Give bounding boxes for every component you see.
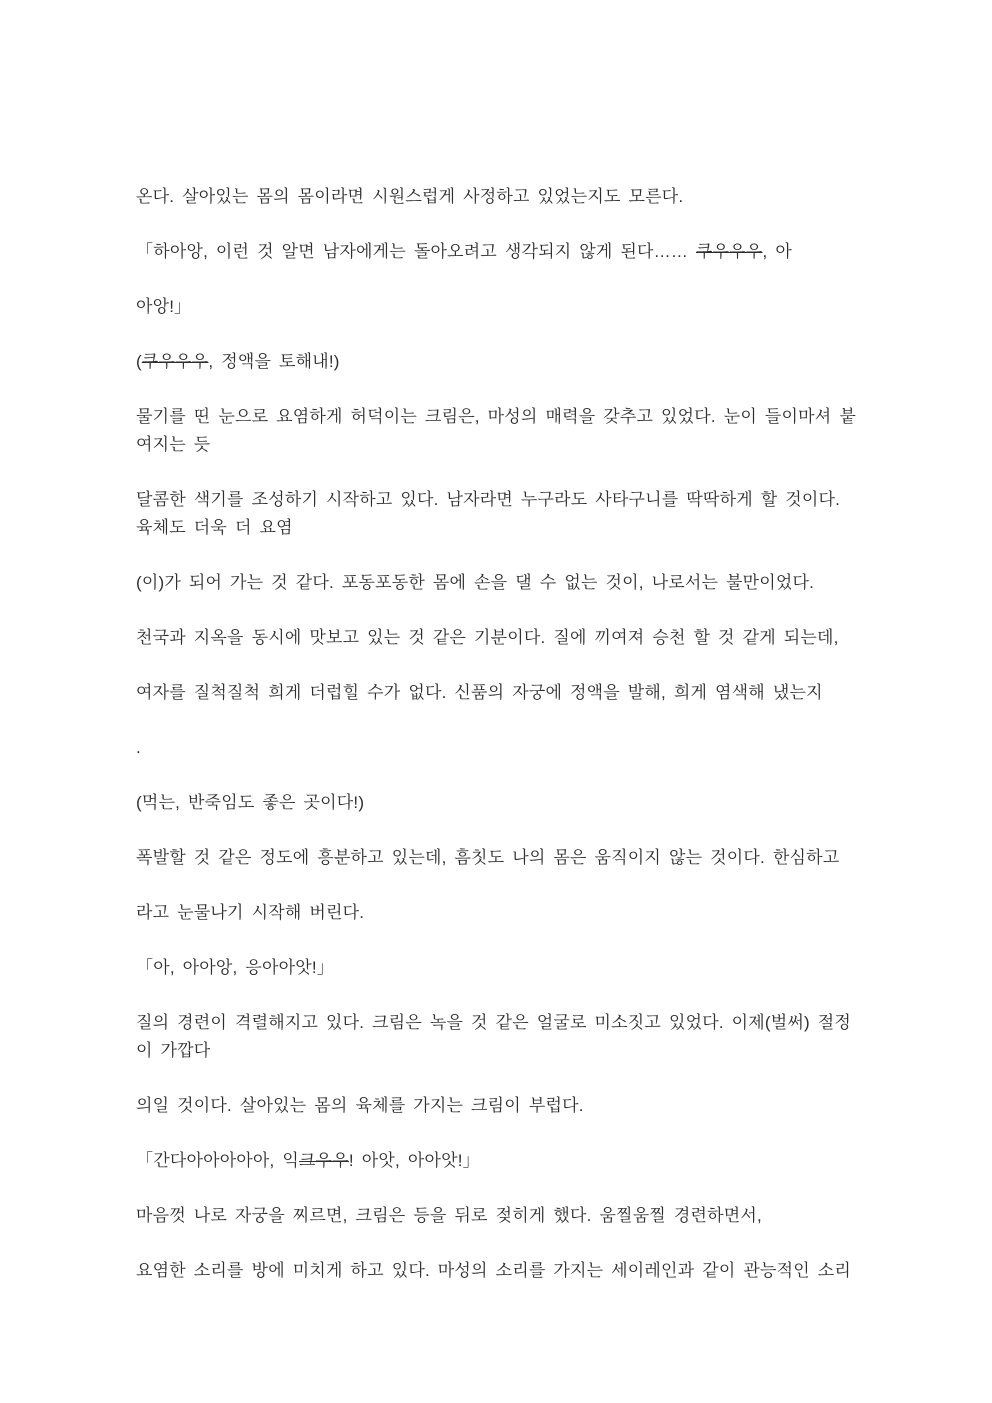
paragraph [136,1202,858,1230]
text-segment: (이)가 되어 가는 것 같다. 포동포동한 몸에 손을 댈 수 없는 것이, 나로서는 불만이었다. [136,573,815,592]
struck-text: 크우우 [299,1151,349,1170]
paragraph [136,954,858,982]
paragraph [136,899,858,927]
text-segment: , 정액을 토해내!) [208,352,340,371]
text-segment: 천국과 지옥을 동시에 맛보고 있는 것 같은 기분이다. 질에 끼여져 승천 할 것 같게 되는데, [136,628,839,647]
document-body [136,183,858,1312]
text-segment: 요염한 소리를 방에 미치게 하고 있다. 마성의 소리를 가지는 세이레인과 같이 관능적인 소리 [136,1261,852,1280]
text-segment: 아앙!」 [136,297,192,316]
struck-text: 쿠우우우 [696,242,763,261]
text-segment: 「아, 아아앙, 응아아앗!」 [136,958,334,977]
paragraph [136,789,858,817]
text-segment: 여자를 질척질척 희게 더럽힐 수가 없다. 신품의 자궁에 정액을 발해, 희게 염색해 냈는지 [136,683,823,702]
paragraph [136,734,858,762]
paragraph [136,1092,858,1120]
paragraph [136,624,858,652]
paragraph [136,844,858,872]
text-segment: . [136,738,141,757]
text-segment: 라고 눈물나기 시작해 버린다. [136,903,365,922]
paragraph [136,238,858,266]
text-segment: 질의 경련이 격렬해지고 있다. 크림은 녹을 것 같은 얼굴로 미소짓고 있었다. 이제(벌써) 절정이 가깝다 [136,1013,852,1060]
text-segment: (먹는, 반죽임도 좋은 곳이다!) [136,793,365,812]
paragraph [136,679,858,707]
text-segment: , 아 [762,242,792,261]
text-segment: 물기를 띤 눈으로 요염하게 허덕이는 크림은, 마성의 매력을 갖추고 있었다. 눈이 들이마셔 붙여지는 듯 [136,407,856,454]
text-segment: 「하아앙, 이런 것 알면 남자에게는 돌아오려고 생각되지 않게 된다…… [136,242,697,261]
paragraph [136,403,858,459]
text-segment: 의일 것이다. 살아있는 몸의 육체를 가지는 크림이 부럽다. [136,1096,584,1115]
paragraph [136,348,858,376]
paragraph [136,183,858,211]
text-segment: 마음껏 나로 자궁을 찌르면, 크림은 등을 뒤로 젖히게 했다. 움찔움찔 경련하면서, [136,1206,762,1225]
text-segment: ! 아앗, 아아앗!」 [348,1151,480,1170]
text-segment: 「간다아아아아아, 익 [136,1151,300,1170]
text-segment: 달콤한 색기를 조성하기 시작하고 있다. 남자라면 누구라도 사타구니를 딱딱하게 할 것이다. 육체도 더욱 더 요염 [136,490,841,537]
paragraph [136,569,858,597]
paragraph [136,1257,858,1285]
paragraph [136,1147,858,1175]
paragraph [136,293,858,321]
text-segment: 온다. 살아있는 몸의 몸이라면 시원스럽게 사정하고 있었는지도 모른다. [136,187,684,206]
struck-text: 쿠우우우 [141,352,209,371]
paragraph [136,1009,858,1065]
paragraph [136,486,858,542]
text-segment: ( [136,352,142,371]
text-segment: 폭발할 것 같은 정도에 흥분하고 있는데, 흠칫도 나의 몸은 움직이지 않는 것이다. 한심하고 [136,848,840,867]
